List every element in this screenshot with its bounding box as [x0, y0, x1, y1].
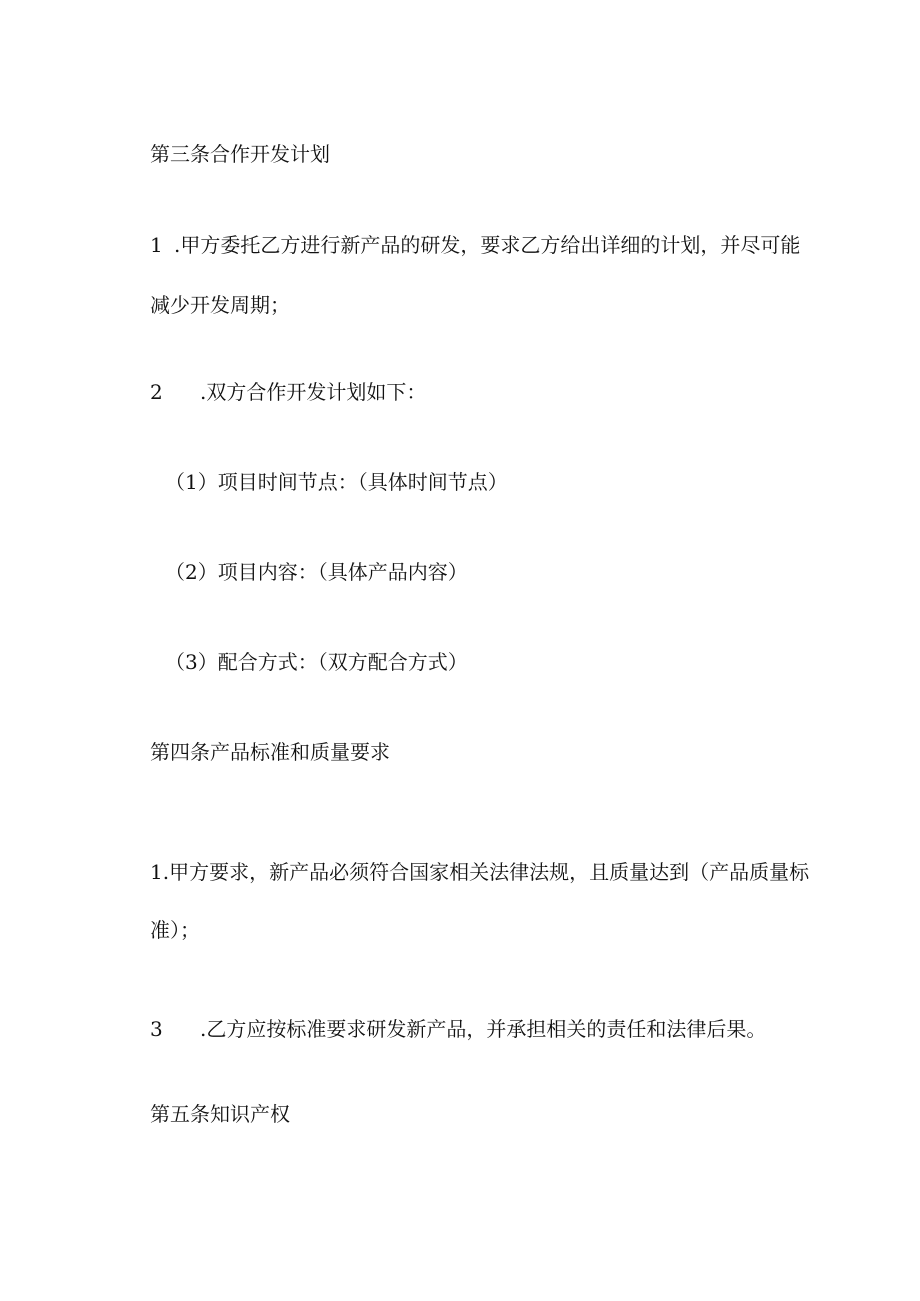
item-number: 2	[150, 380, 163, 404]
article-4-heading: 第四条产品标准和质量要求	[150, 740, 390, 764]
item-number: 3	[150, 1017, 163, 1041]
article-4-item-3	[150, 1017, 766, 1041]
article-3-sub-item-2: （2）项目内容：（具体产品内容）	[165, 560, 468, 584]
article-3-sub-item-1: （1）项目时间节点：（具体时间节点）	[165, 470, 508, 494]
article-5-heading: 第五条知识产权	[150, 1102, 290, 1126]
article-3-item-1-line-2: 减少开发周期；	[150, 293, 290, 317]
item-text: .乙方应按标准要求研发新产品，并承担相关的责任和法律后果。	[200, 1017, 767, 1041]
item-number: 1	[150, 233, 163, 257]
article-3-heading: 第三条合作开发计划	[150, 142, 330, 166]
article-3-sub-item-3: （3）配合方式：（双方配合方式）	[165, 650, 468, 674]
item-text: .双方合作开发计划如下：	[200, 380, 427, 404]
article-3-item-2	[150, 380, 426, 404]
article-3-item-1-line-1	[150, 233, 800, 257]
article-4-item-1-line-1: 1.甲方要求，新产品必须符合国家相关法律法规，且质量达到（产品质量标	[150, 860, 810, 884]
article-4-item-1-line-2: 准）；	[150, 918, 200, 942]
item-text: .甲方委托乙方进行新产品的研发，要求乙方给出详细的计划，并尽可能	[174, 233, 801, 257]
